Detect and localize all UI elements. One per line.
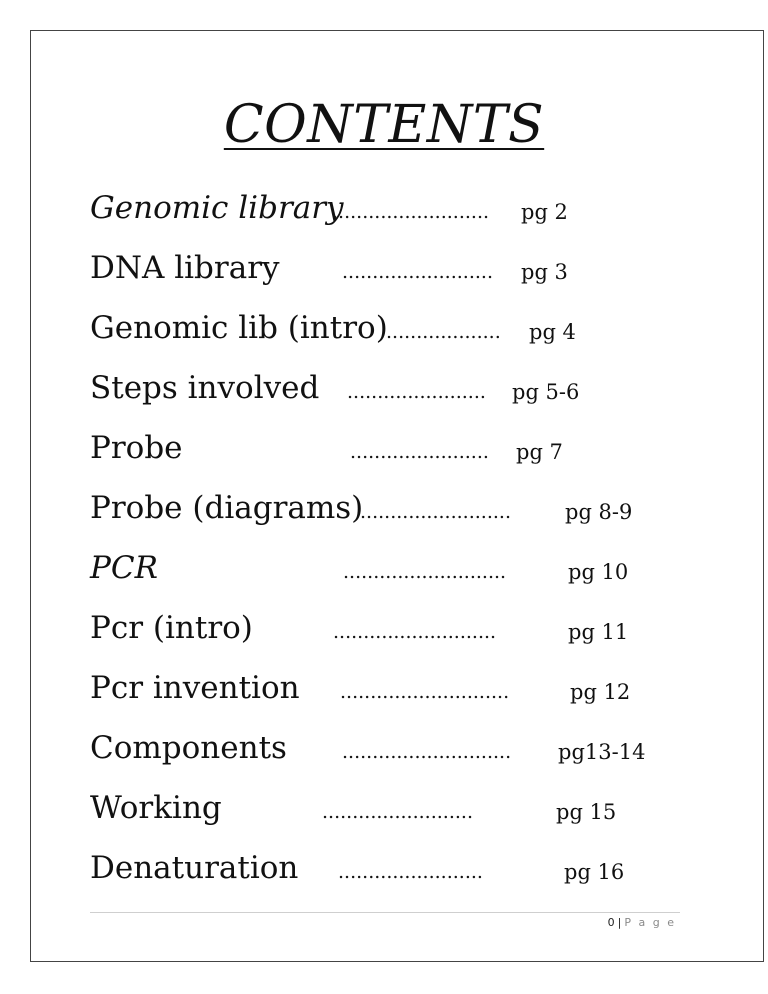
toc-page-number: pg13-14 bbox=[558, 740, 646, 764]
toc-page-number: pg 10 bbox=[568, 560, 629, 584]
toc-entry bbox=[0, 783, 768, 833]
toc-page-number: pg 5-6 bbox=[512, 380, 580, 404]
toc-entry-label: Steps involved bbox=[90, 370, 320, 406]
toc-entry bbox=[0, 843, 768, 893]
toc-entry bbox=[0, 303, 768, 353]
toc-entry bbox=[0, 243, 768, 293]
toc-entry-label: PCR bbox=[90, 550, 158, 586]
toc-page-number: pg 8-9 bbox=[565, 500, 633, 524]
toc-entry-label: Probe bbox=[90, 430, 183, 466]
toc-entry bbox=[0, 423, 768, 473]
toc-leader-dots: ........................... bbox=[333, 621, 497, 643]
toc-entry-label: Pcr (intro) bbox=[90, 610, 253, 646]
toc-page-number: pg 16 bbox=[564, 860, 625, 884]
toc-leader-dots: ......................... bbox=[322, 801, 473, 823]
toc-entry bbox=[0, 603, 768, 653]
toc-page-number: pg 7 bbox=[516, 440, 563, 464]
toc-entry bbox=[0, 483, 768, 533]
toc-entry-label: Denaturation bbox=[90, 850, 299, 886]
toc-page-number: pg 12 bbox=[570, 680, 631, 704]
toc-entry-label: DNA library bbox=[90, 250, 280, 286]
toc-leader-dots: ............................ bbox=[340, 681, 510, 703]
footer-page-number: 0 bbox=[607, 916, 615, 929]
toc-entry-label: Pcr invention bbox=[90, 670, 300, 706]
toc-page-number: pg 11 bbox=[568, 620, 629, 644]
toc-leader-dots: ......................... bbox=[360, 501, 511, 523]
toc-page-number: pg 2 bbox=[521, 200, 568, 224]
toc-leader-dots: ....................... bbox=[347, 381, 486, 403]
toc-page-number: pg 3 bbox=[521, 260, 568, 284]
toc-entry bbox=[0, 723, 768, 773]
toc-page-number: pg 15 bbox=[556, 800, 617, 824]
toc-page-number: pg 4 bbox=[529, 320, 576, 344]
toc-entry bbox=[0, 663, 768, 713]
toc-entry-label: Working bbox=[90, 790, 222, 826]
toc-leader-dots: ........................... bbox=[343, 561, 507, 583]
toc-leader-dots: ............................ bbox=[342, 741, 512, 763]
toc-leader-dots: ....................... bbox=[350, 441, 489, 463]
page-title: CONTENTS bbox=[223, 95, 545, 155]
footer-rule bbox=[90, 912, 680, 913]
page-footer bbox=[608, 916, 676, 929]
toc-entry-label: Probe (diagrams) bbox=[90, 490, 364, 526]
toc-entry-label: Genomic lib (intro) bbox=[90, 310, 388, 346]
toc-entry bbox=[0, 543, 768, 593]
toc-leader-dots: ......................... bbox=[342, 261, 493, 283]
toc-entry bbox=[0, 183, 768, 233]
footer-separator: | bbox=[617, 916, 622, 929]
toc-leader-dots: ........................ bbox=[338, 861, 483, 883]
footer-page-label: P a g e bbox=[624, 916, 676, 929]
toc-entry-label: Genomic library bbox=[90, 190, 344, 226]
toc-entry bbox=[0, 363, 768, 413]
toc-entry-label: Components bbox=[90, 730, 287, 766]
toc-leader-dots: ................... bbox=[386, 321, 501, 343]
toc-leader-dots: .......................... bbox=[332, 201, 490, 223]
